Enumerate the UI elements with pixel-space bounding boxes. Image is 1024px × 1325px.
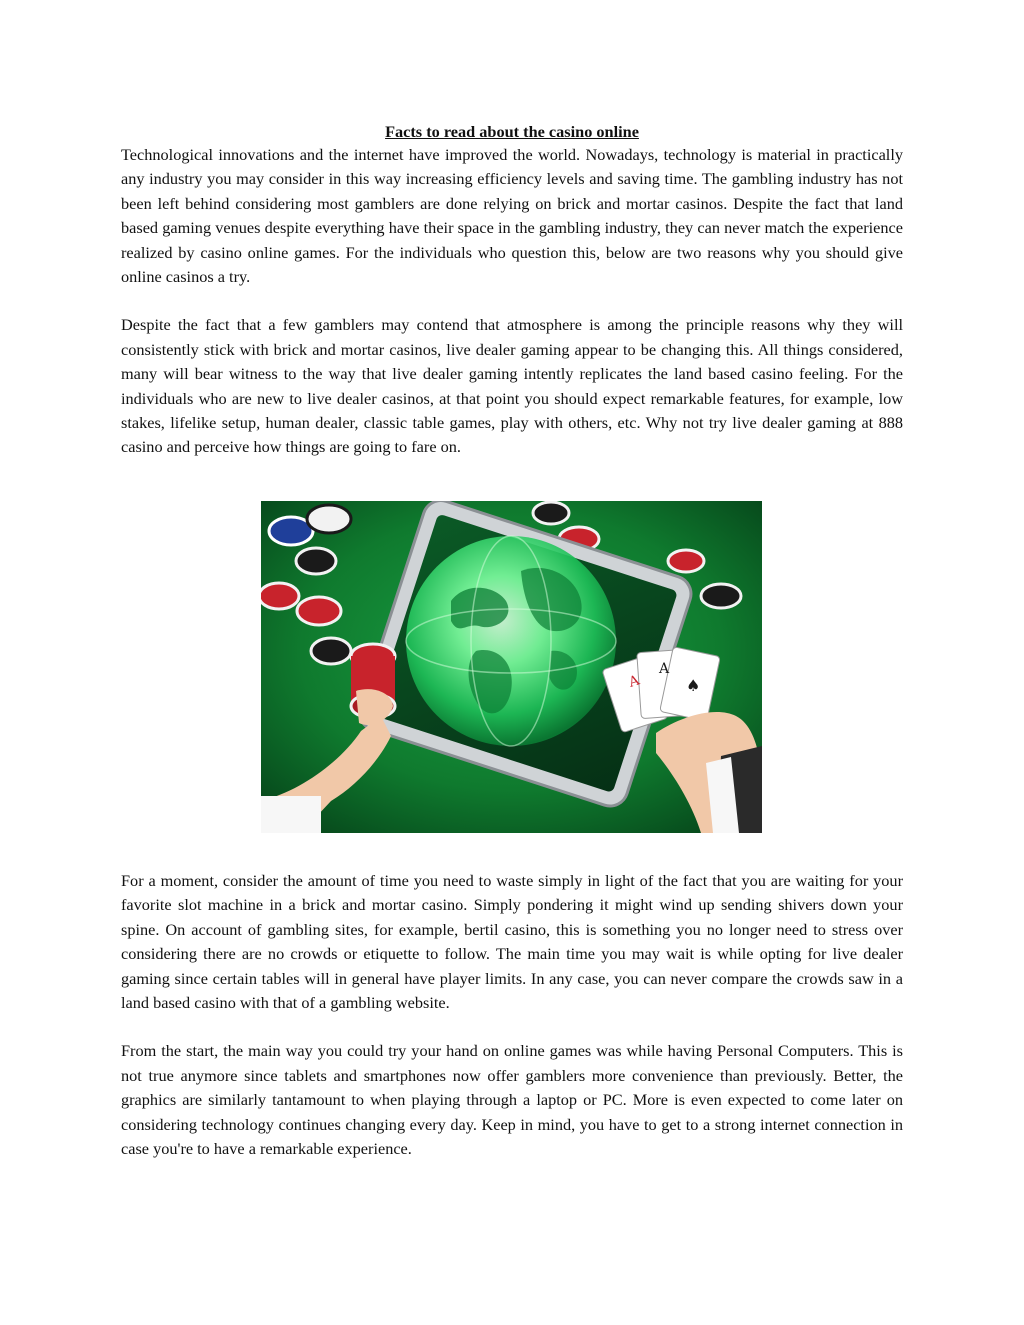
paragraph-gap [121,1015,903,1039]
paragraph-atmosphere: Despite the fact that a few gamblers may contend that atmosphere is among the principle reasons why they will consistently stick with brick and mortar casinos, live dealer gaming appear to be changing this. All things considered, many will bear witness to the way that live dealer gaming intently replicates the land based casino feeling. For the individuals who are new to live dealer casinos, at that point you should expect remarkable features, for example, low stakes, lifelike setup, human dealer, classic table games, play with others, etc. Why not try live dealer gaming at 888 casino and perceive how things are going to fare on. [121,315,903,457]
casino-image [261,501,762,833]
document-title: Facts to read about the casino online [385,122,639,141]
globe-icon [406,536,616,746]
paragraph-waiting: For a moment, consider the amount of time you need to waste simply in light of the fact that you are waiting for your favorite slot machine in a brick and mortar casino. Simply pondering it might wind up sending shivers down your spine. On account of gambling sites, for example, bertil casino, this is something you no longer need to stress over considering there are no crowds or etiquette to follow. The main time you may wait is while opting for live dealer gaming since certain tables will in general have player limits. In any case, you can never compare the crowds saw in a land based casino with that of a gambling website. [121,870,903,1012]
casino-tablet-globe-illustration [261,501,762,833]
svg-text:A: A [626,672,642,691]
paragraph-gap [121,289,903,313]
paragraph-intro: Technological innovations and the internet have improved the world. Nowadays, technology is material in practically any industry you may consider in this way increasing efficiency levels and saving time. The gambling industry has not been left behind considering most gamblers are done relying on brick and mortar casinos. Despite the fact that land based gaming venues despite everything have their space in the gambling industry, they can never match the experience realized by casino online games. For the individuals who question this, below are two reasons why you should give online casinos a try. [121,145,903,287]
svg-text:A: A [659,660,670,677]
paragraph-devices: From the start, the main way you could try your hand on online games was while having Personal Computers. This is not true anymore since tablets and smartphones now offer gamblers more convenience than previously. Better, the graphics are similarly tantamount to when playing through a laptop or PC. More is even expected to come later on considering technology continues changing every day. Keep in mind, you have to get to a strong internet connection in case you're to have a remarkable experience. [121,1041,903,1158]
document-page [121,121,903,1161]
svg-text:♠: ♠ [686,675,701,695]
